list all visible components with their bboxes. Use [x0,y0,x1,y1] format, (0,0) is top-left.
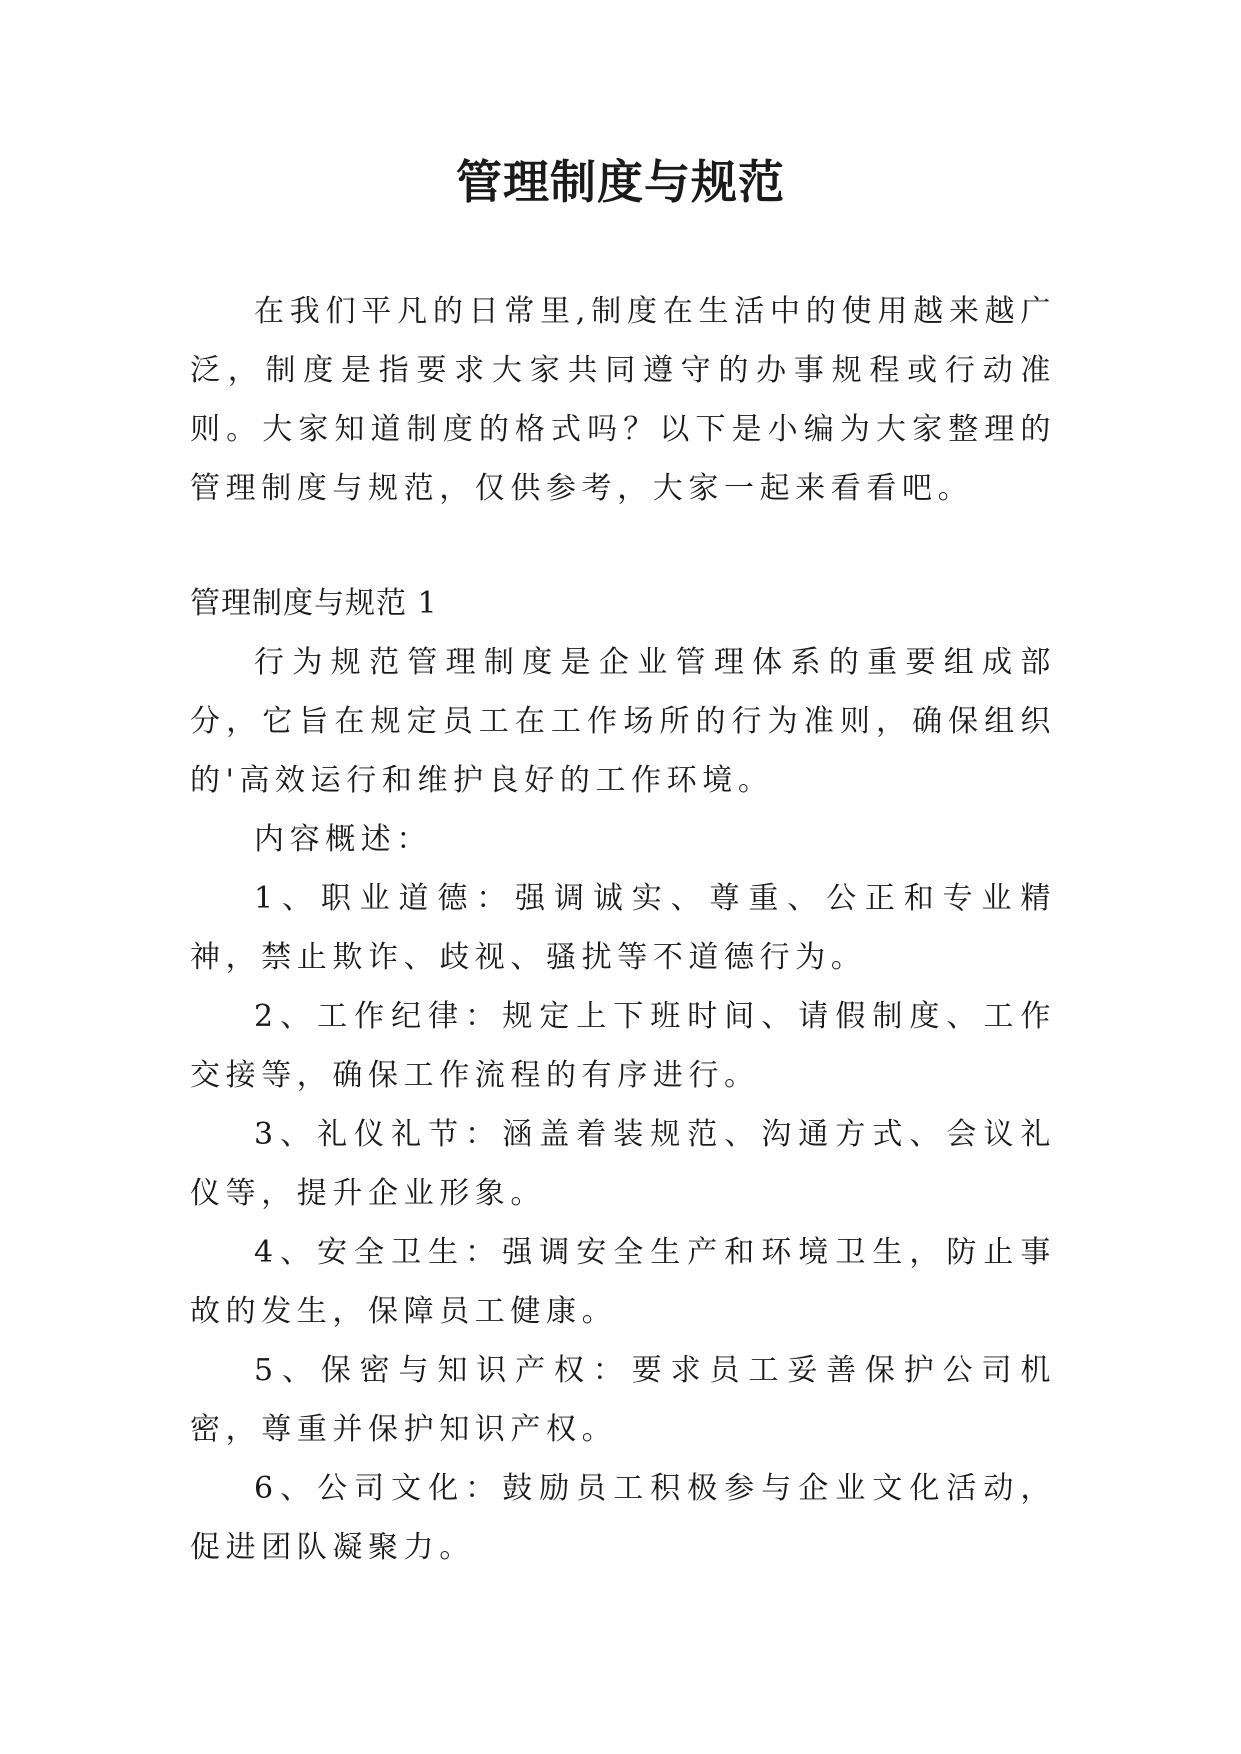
list-item-professional-ethics: 1、职业道德：强调诚实、尊重、公正和专业精神，禁止欺诈、歧视、骚扰等不道德行为。 [190,881,1056,975]
list-item-etiquette: 3、礼仪礼节：涵盖着装规范、沟通方式、会议礼仪等，提升企业形象。 [190,1117,1056,1211]
section-heading: 管理制度与规范 1 [190,586,438,621]
document-body [190,282,1056,1577]
list-item-safety-hygiene: 4、安全卫生：强调安全生产和环境卫生，防止事故的发生，保障员工健康。 [190,1235,1056,1329]
list-item-work-discipline: 2、工作纪律：规定上下班时间、请假制度、工作交接等，确保工作流程的有序进行。 [190,999,1056,1093]
list-item-confidentiality: 5、保密与知识产权：要求员工妥善保护公司机密，尊重并保护知识产权。 [190,1353,1056,1447]
intro-paragraph: 在我们平凡的日常里,制度在生活中的使用越来越广泛，制度是指要求大家共同遵守的办事规程或行动准则。大家知道制度的格式吗？以下是小编为大家整理的管理制度与规范，仅供参考，大家一起来看看吧。 [190,294,1056,506]
content-summary-label: 内容概述： [254,822,432,857]
document-title: 管理制度与规范 [456,155,785,209]
body-paragraph-overview: 行为规范管理制度是企业管理体系的重要组成部分，它旨在规定员工在工作场所的行为准则，确保组织的'高效运行和维护良好的工作环境。 [190,645,1056,798]
list-item-company-culture: 6、公司文化：鼓励员工积极参与企业文化活动，促进团队凝聚力。 [190,1471,1056,1565]
